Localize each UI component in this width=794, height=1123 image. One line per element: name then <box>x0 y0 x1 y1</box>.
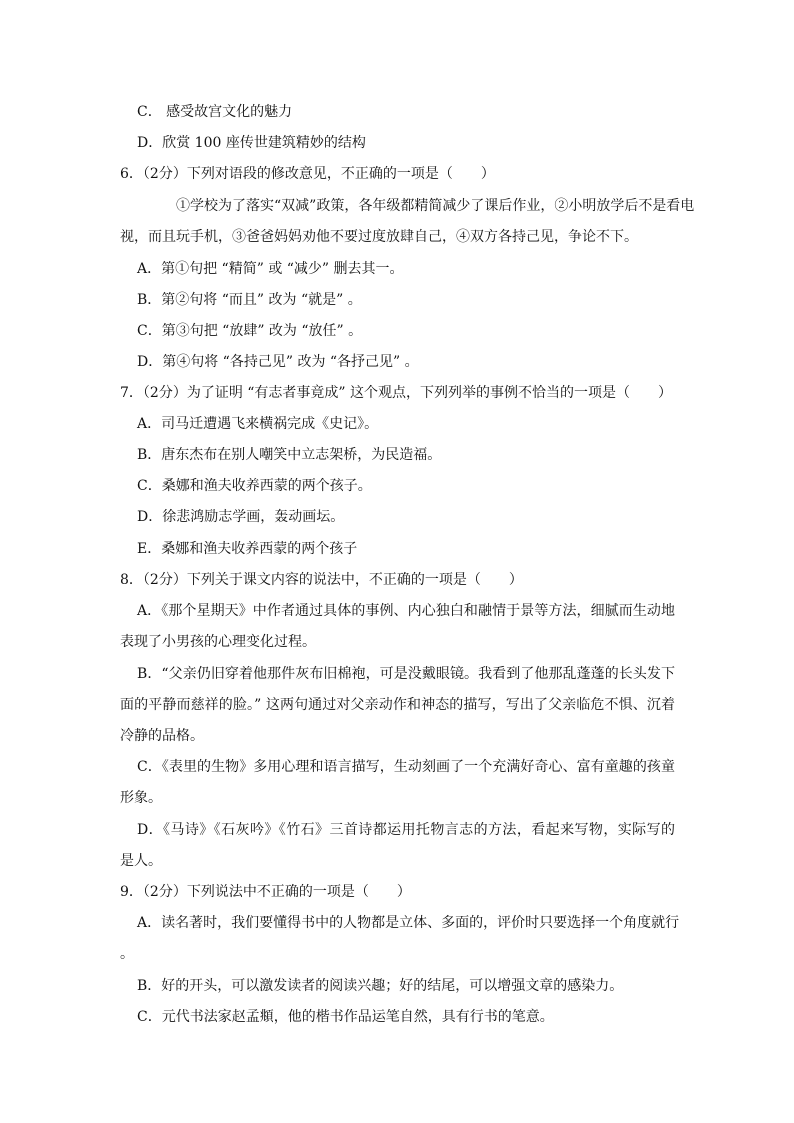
q6-passage-line-1: ①学校为了落实“双减”政策，各年级都精简减少了课后作业，②小明放学后不是看电 <box>176 198 695 214</box>
q9-option-a-line-1: A．读名著时，我们要懂得书中的人物都是立体、多面的，评价时只要选择一个角度就行 <box>137 915 680 931</box>
q7-option-b: B．唐东杰布在别人嘲笑中立志架桥，为民造福。 <box>137 447 442 463</box>
q8-stem: 8．（2分）下列关于课文内容的说法中，不正确的一项是（ ） <box>120 572 523 588</box>
q7-option-c: C．桑娜和渔夫收养西蒙的两个孩子。 <box>137 478 372 494</box>
q8-option-c-line-1: C．《表里的生物》多用心理和语言描写，生动刻画了一个充满好奇心、富有童趣的孩童 <box>137 759 675 775</box>
q6-option-d: D．第④句将 “各持己见” 改为 “各抒己见” 。 <box>137 354 419 370</box>
q8-option-b-line-2: 面的平静而慈祥的脸。” 这两句通过对父亲动作和神态的描写，写出了父亲临危不惧、沉着 <box>120 697 675 713</box>
q6-stem: 6．（2分）下列对语段的修改意见，不正确的一项是（ ） <box>120 166 495 182</box>
q8-option-a-line-1: A．《那个星期天》中作者通过具体的事例、内心独白和融情于景等方法，细腻而生动地 <box>137 603 675 619</box>
q8-option-c-line-2: 形象。 <box>120 790 162 806</box>
q7-stem: 7．（2分）为了证明 “有志者事竟成” 这个观点，下列列举的事例不恰当的一项是（ ） <box>120 385 673 401</box>
q9-option-c: C．元代书法家赵孟頫，他的楷书作品运笔自然，具有行书的笔意。 <box>137 1009 554 1025</box>
q6-passage-line-2: 视，而且玩手机，③爸爸妈妈劝他不要过度放肆自己，④双方各持己见，争论不下。 <box>120 229 638 245</box>
q5-option-d: D．欣赏 100 座传世建筑精妙的结构 <box>137 135 366 151</box>
q8-option-d-line-2: 是人。 <box>120 853 162 869</box>
q9-stem: 9．（2分）下列说法中不正确的一项是（ ） <box>120 884 411 900</box>
q8-option-a-line-2: 表现了小男孩的心理变化过程。 <box>120 634 316 650</box>
q8-option-d-line-1: D．《马诗》《石灰吟》《竹石》三首诗都运用托物言志的方法，看起来写物，实际写的 <box>137 822 675 838</box>
q6-option-b: B．第②句将 “而且” 改为 “就是” 。 <box>137 292 362 308</box>
q8-option-b-line-3: 冷静的品格。 <box>120 728 204 744</box>
q6-option-a: A．第①句把 “精简” 或 “减少” 删去其一。 <box>137 261 404 277</box>
q9-option-a-line-2: 。 <box>120 946 134 962</box>
q7-option-d: D．徐悲鸿励志学画，轰动画坛。 <box>137 509 345 525</box>
q7-option-a: A．司马迁遭遇飞来横祸完成《史记》。 <box>137 416 379 432</box>
q7-option-e: E．桑娜和渔夫收养西蒙的两个孩子 <box>137 541 358 557</box>
q5-option-c: C． 感受故宫文化的魅力 <box>137 104 293 120</box>
q9-option-b: B．好的开头，可以激发读者的阅读兴趣；好的结尾，可以增强文章的感染力。 <box>137 978 624 994</box>
q6-option-c: C．第③句把 “放肆” 改为 “放任” 。 <box>137 323 363 339</box>
q8-option-b-line-1: B．“父亲仍旧穿着他那件灰布旧棉袍，可是没戴眼镜。我看到了他那乱蓬蓬的长头发下 <box>137 666 675 682</box>
